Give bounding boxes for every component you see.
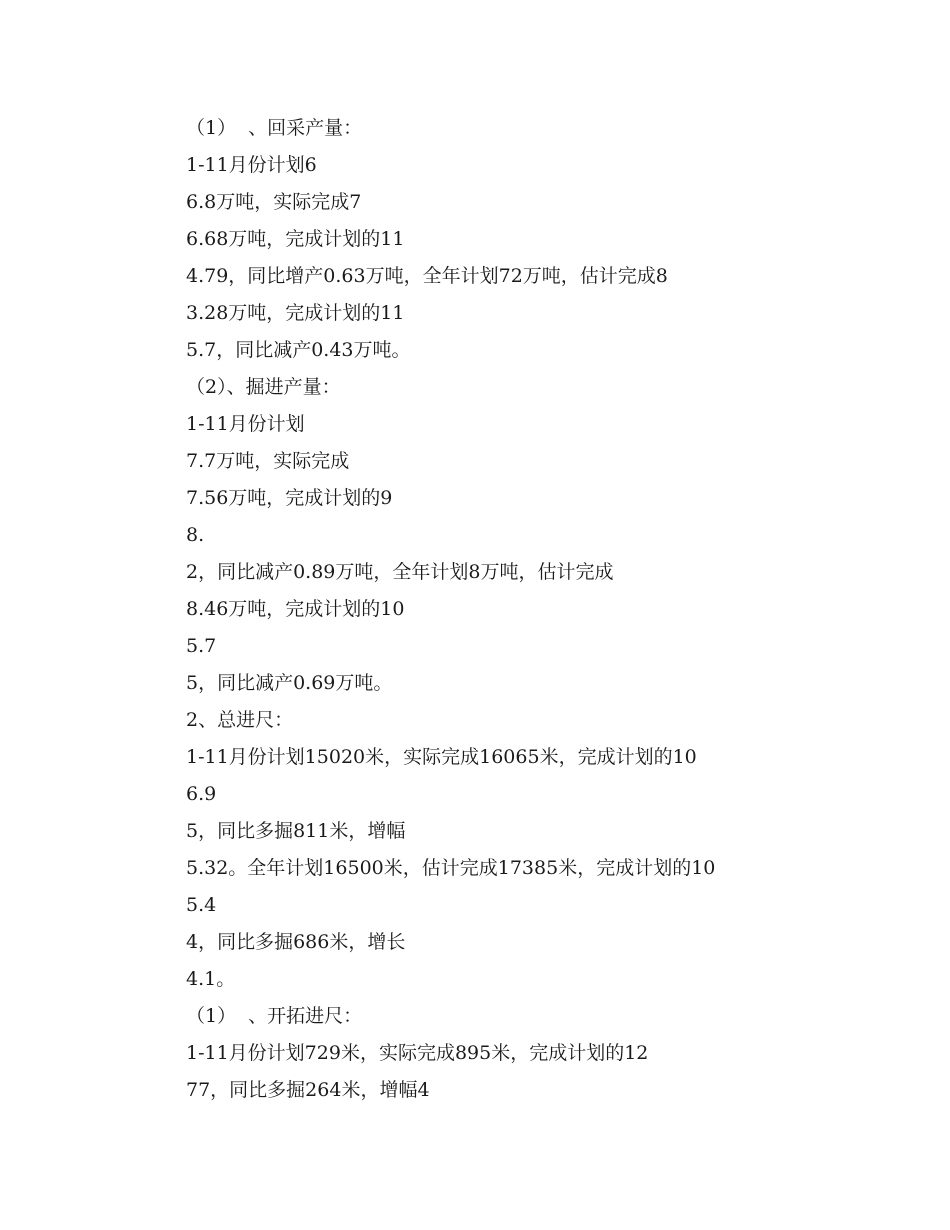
text-line: 1-11月份计划6 [186, 154, 317, 176]
text-line: 5.32。全年计划16500米，估计完成17385米，完成计划的10 [186, 857, 716, 879]
text-line: 8.46万吨，完成计划的10 [186, 598, 405, 620]
text-line: 5.4 [186, 894, 217, 916]
text-line: 5.7 [186, 635, 217, 657]
text-line: 1-11月份计划729米，实际完成895米，完成计划的12 [186, 1042, 649, 1064]
text-line: 6.9 [186, 783, 217, 805]
text-line: 2、总进尺： [186, 709, 294, 731]
text-line: 5，同比减产0.69万吨。 [186, 672, 393, 694]
text-line: 6.68万吨，完成计划的11 [186, 228, 405, 250]
text-line: 4.79，同比增产0.63万吨，全年计划72万吨，估计完成8 [186, 265, 668, 287]
text-line: 6.8万吨，实际完成7 [186, 191, 362, 213]
text-line: 1-11月份计划 [186, 413, 305, 435]
text-line: （1） 、开拓进尺： [186, 1005, 363, 1027]
text-line: 4，同比多掘686米，增长 [186, 931, 406, 953]
text-line: 77，同比多掘264米，增幅4 [186, 1079, 430, 1101]
text-line: 7.7万吨，实际完成 [186, 450, 350, 472]
text-line: 4.1。 [186, 968, 236, 990]
text-line: 8. [186, 524, 205, 546]
text-line: （2）、掘进产量： [186, 376, 341, 398]
text-line: 7.56万吨，完成计划的9 [186, 487, 393, 509]
text-line: （1） 、回采产量： [186, 117, 363, 139]
text-line: 5.7，同比减产0.43万吨。 [186, 339, 411, 361]
text-line: 5，同比多掘811米，增幅 [186, 820, 406, 842]
text-line: 2，同比减产0.89万吨，全年计划8万吨，估计完成 [186, 561, 614, 583]
document-body [186, 110, 886, 1109]
text-line: 1-11月份计划15020米，实际完成16065米，完成计划的10 [186, 746, 697, 768]
text-line: 3.28万吨，完成计划的11 [186, 302, 405, 324]
